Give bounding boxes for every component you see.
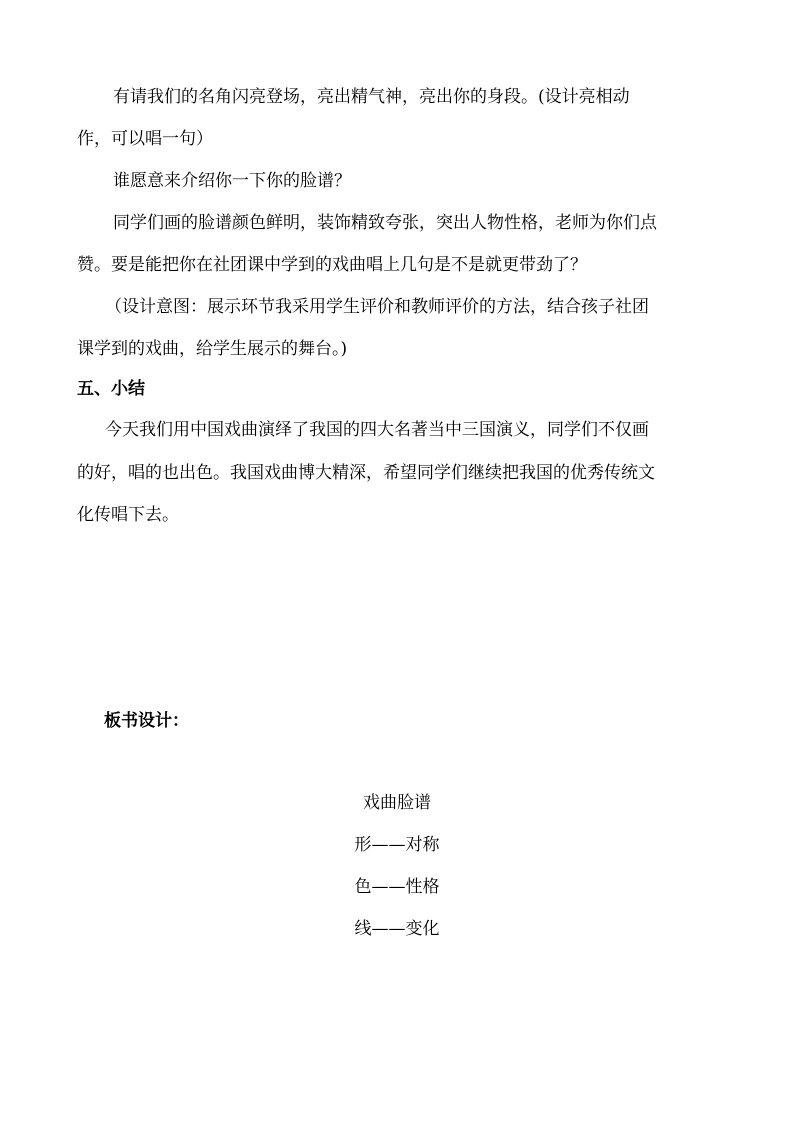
paragraph-line: 今天我们用中国戏曲演绎了我国的四大名著当中三国演义，同学们不仅画	[105, 420, 649, 440]
paragraph-line: 谁愿意来介绍你一下你的脸谱？	[113, 171, 351, 191]
board-design-heading: 板书设计：	[104, 711, 189, 731]
board-line: 形——对称	[354, 835, 440, 855]
paragraph-line: 课学到的戏曲，给学生展示的舞台。)	[77, 339, 348, 359]
paragraph-line: 同学们画的脸谱颜色鲜明，装饰精致夸张，突出人物性格，老师为你们点	[113, 213, 657, 233]
paragraph-line: 有请我们的名角闪亮登场，亮出精气神，亮出你的身段。(设计亮相动	[113, 87, 630, 107]
section-heading: 五、小结	[77, 379, 145, 399]
board-line: 线——变化	[354, 919, 440, 939]
paragraph-line: 化传唱下去。	[77, 505, 179, 525]
paragraph-line: 作，可以唱一句）	[77, 129, 213, 149]
board-line: 色——性格	[354, 877, 440, 897]
paragraph-line: （设计意图：展示环节我采用学生评价和教师评价的方法，结合孩子社团	[105, 297, 649, 317]
paragraph-line: 的好，唱的也出色。我国戏曲博大精深，希望同学们继续把我国的优秀传统文	[77, 463, 655, 483]
board-title: 戏曲脸谱	[363, 793, 431, 813]
paragraph-line: 赞。要是能把你在社团课中学到的戏曲唱上几句是不是就更带劲了？	[77, 255, 587, 275]
